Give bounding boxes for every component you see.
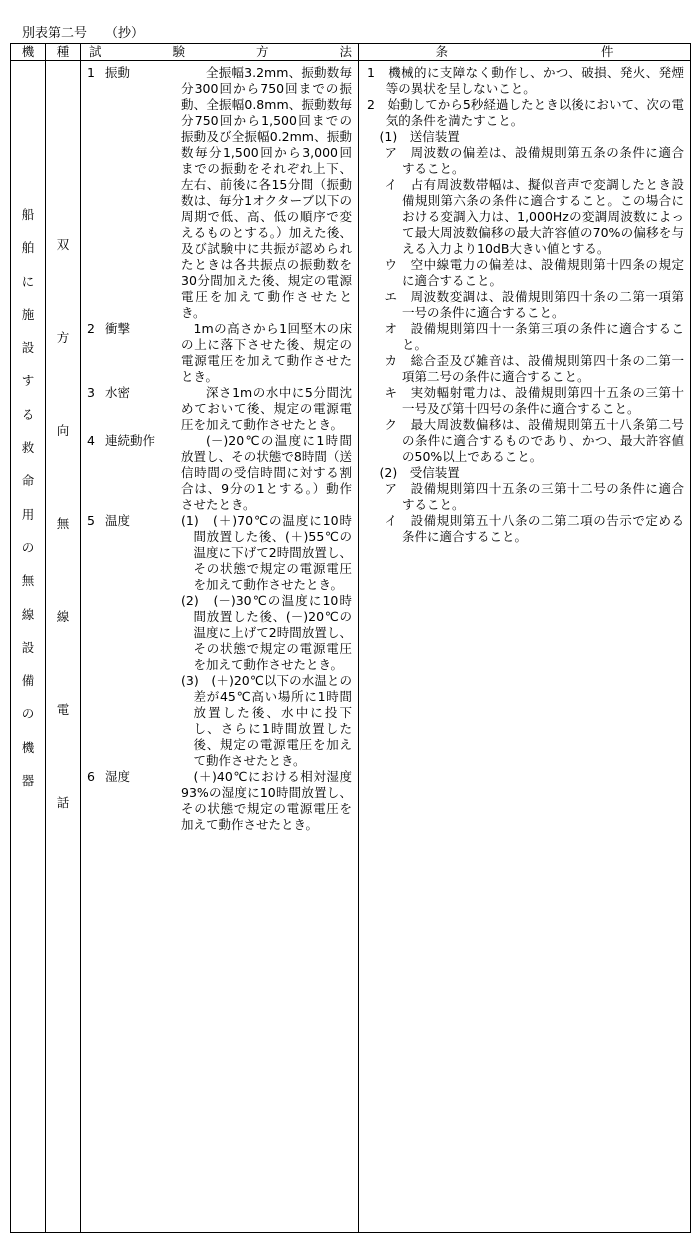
category-char: 双 [56, 237, 70, 252]
header-row [11, 44, 691, 61]
category-char: 用 [21, 506, 35, 522]
condition-item: イ 占有周波数帯幅は、擬似音声で変調したとき設備規則第六条の条件に適合すること。この場合における変調入力は、1,000Hzの変調周波数によって最大周波数偏移の最大許容値の70%の偏移を与える入力より10dB大きい値とする。 [384, 177, 684, 256]
condition-item: ア 周波数の偏差は、設備規則第五条の条件に適合すること。 [384, 145, 684, 176]
test-name: 温度 [105, 513, 131, 528]
header-char: 法 [339, 44, 352, 59]
condition-item: イ 設備規則第五十八条の二第二項の告示で定める条件に適合すること。 [384, 513, 684, 544]
test-number: 6 [87, 769, 95, 784]
category-char: 設 [21, 639, 35, 655]
test-description: 1mの高さから1回堅木の床の上に落下させた後、規定の電源電圧を加えて動作させたとき。 [181, 321, 352, 384]
test-name: 連続動作 [105, 433, 156, 448]
category-char: 施 [21, 306, 35, 322]
category-char: 話 [56, 795, 70, 810]
category-char: の [21, 706, 35, 722]
body-row [11, 61, 691, 1233]
condition-item: ア 設備規則第四十五条の三第十二号の条件に適合すること。 [384, 481, 684, 512]
condition-item: オ 設備規則第四十一条第三項の条件に適合すること。 [384, 321, 684, 352]
category-char: 方 [56, 330, 70, 345]
condition-item: ウ 空中線電力の偏差は、設備規則第十四条の規定に適合すること。 [384, 257, 684, 288]
document-title [22, 26, 144, 42]
test-item [81, 769, 358, 833]
test-description: 深さ1mの水中に5分間沈めておいて後、規定の電源電圧を加えて動作させたとき。 [181, 385, 352, 432]
header-shu: 種 [46, 44, 81, 61]
category-column-2 [46, 61, 81, 1233]
condition-item: エ 周波数変調は、設備規則第四十条の二第一項第一号の条件に適合すること。 [384, 289, 684, 320]
title-subtitle: （抄） [105, 26, 145, 41]
category-char: 舶 [21, 240, 35, 256]
header-char: 条 [435, 44, 448, 59]
test-number: 3 [87, 385, 95, 400]
condition-2: 2 始動してから5秒経過したとき以後において、次の電気的条件を満たすこと。 [367, 97, 684, 128]
test-description: (3) (＋)20℃以下の水温との差が45℃高い場所に1時間放置した後、水中に投下し、さらに1時間放置した後、規定の電源電圧を加えて動作させたとき。 [181, 673, 352, 768]
condition-item: ク 最大周波数偏移は、設備規則第五十八条第二号の条件に適合するものであり、かつ、最大許容値の50%以上であること。 [384, 417, 684, 464]
category-char: 船 [21, 207, 35, 222]
category-char: 備 [21, 673, 35, 689]
header-char: 件 [600, 44, 614, 59]
category-char: 器 [21, 773, 35, 789]
test-number: 5 [87, 513, 95, 528]
category-char: 向 [56, 423, 70, 438]
test-item [81, 65, 358, 321]
condition-1: 1 機械的に支障なく動作し、かつ、破損、発火、発煙等の異状を呈しないこと。 [367, 65, 684, 96]
test-item [81, 321, 358, 385]
condition-item: キ 実効輻射電力は、設備規則第四十五条の三第十一号及び第十四号の条件に適合すること。 [384, 385, 684, 416]
test-name: 湿度 [105, 769, 131, 784]
test-item [81, 385, 358, 433]
test-description: 全振幅3.2mm、振動数毎分300回から750回までの振動、全振幅0.8mm、振動数毎分750回から1,500回までの振動及び全振幅0.2mm、振動数毎分1,500回から3,000回までの振動をそれぞれ上下、左右、前後に各15分間（振動数は、毎分1オクターブ以下の周期で低、高、低の順序で変えるものとする。）加えた後、及び試験中に共振が認められたときは各共振点の振動数を30分間加えた後、規定の電源電圧を加えて動作させたとき。 [181, 65, 352, 320]
test-table [10, 43, 691, 1233]
conditions-cell [359, 61, 691, 1233]
category-char: 線 [21, 606, 35, 622]
test-number: 4 [87, 433, 95, 448]
category-char: 無 [21, 573, 35, 589]
test-description: (－)20℃の温度に1時間放置し、その状態で8時間（送信時間の受信時間に対する割合は、9分の1とする。）動作させたとき。 [181, 433, 352, 512]
test-item [81, 513, 358, 769]
test-name: 振動 [105, 65, 131, 80]
category-char: 救 [21, 440, 35, 456]
category-char: る [21, 406, 35, 422]
test-description: (1) (＋)70℃の温度に10時間放置した後、(＋)55℃の温度に下げて2時間放置し、その状態で規定の電源電圧を加えて動作させたとき。 [181, 513, 352, 592]
header-test-method [81, 44, 359, 61]
category-char: 無 [56, 516, 70, 531]
test-name: 水密 [105, 385, 131, 400]
transmitter-heading: (1) 送信装置 [379, 129, 460, 144]
test-number: 1 [87, 65, 95, 80]
test-description: (＋)40℃における相対湿度93%の湿度に10時間放置し、その状態で規定の電源電圧を加えて動作させたとき。 [181, 769, 352, 832]
header-char: 験 [172, 44, 185, 59]
category-char: 設 [21, 340, 35, 356]
category-char: に [21, 273, 35, 289]
test-number: 2 [87, 321, 95, 336]
category-char: 線 [56, 609, 70, 624]
category-char: 機 [21, 739, 35, 755]
test-method-cell [81, 61, 359, 1233]
receiver-heading: (2) 受信装置 [379, 465, 460, 480]
title-text: 別表第二号 [22, 26, 88, 41]
header-ki: 機 [11, 44, 46, 61]
test-description: (2) (－)30℃の温度に10時間放置した後、(－)20℃の温度に上げて2時間放置し、その状態で規定の電源電圧を加えて動作させたとき。 [181, 593, 352, 672]
condition-item: カ 総合歪及び雑音は、設備規則第四十条の二第一項第二号の条件に適合すること。 [384, 353, 684, 384]
category-char: の [21, 539, 35, 555]
category-column-1 [11, 61, 46, 1233]
header-char: 方 [255, 44, 269, 59]
category-char: 電 [56, 702, 70, 717]
header-char: 試 [89, 44, 102, 59]
test-item [81, 433, 358, 513]
category-char: 命 [21, 473, 35, 489]
test-name: 衝撃 [105, 321, 131, 336]
category-char: す [21, 373, 35, 389]
header-conditions [359, 44, 691, 61]
